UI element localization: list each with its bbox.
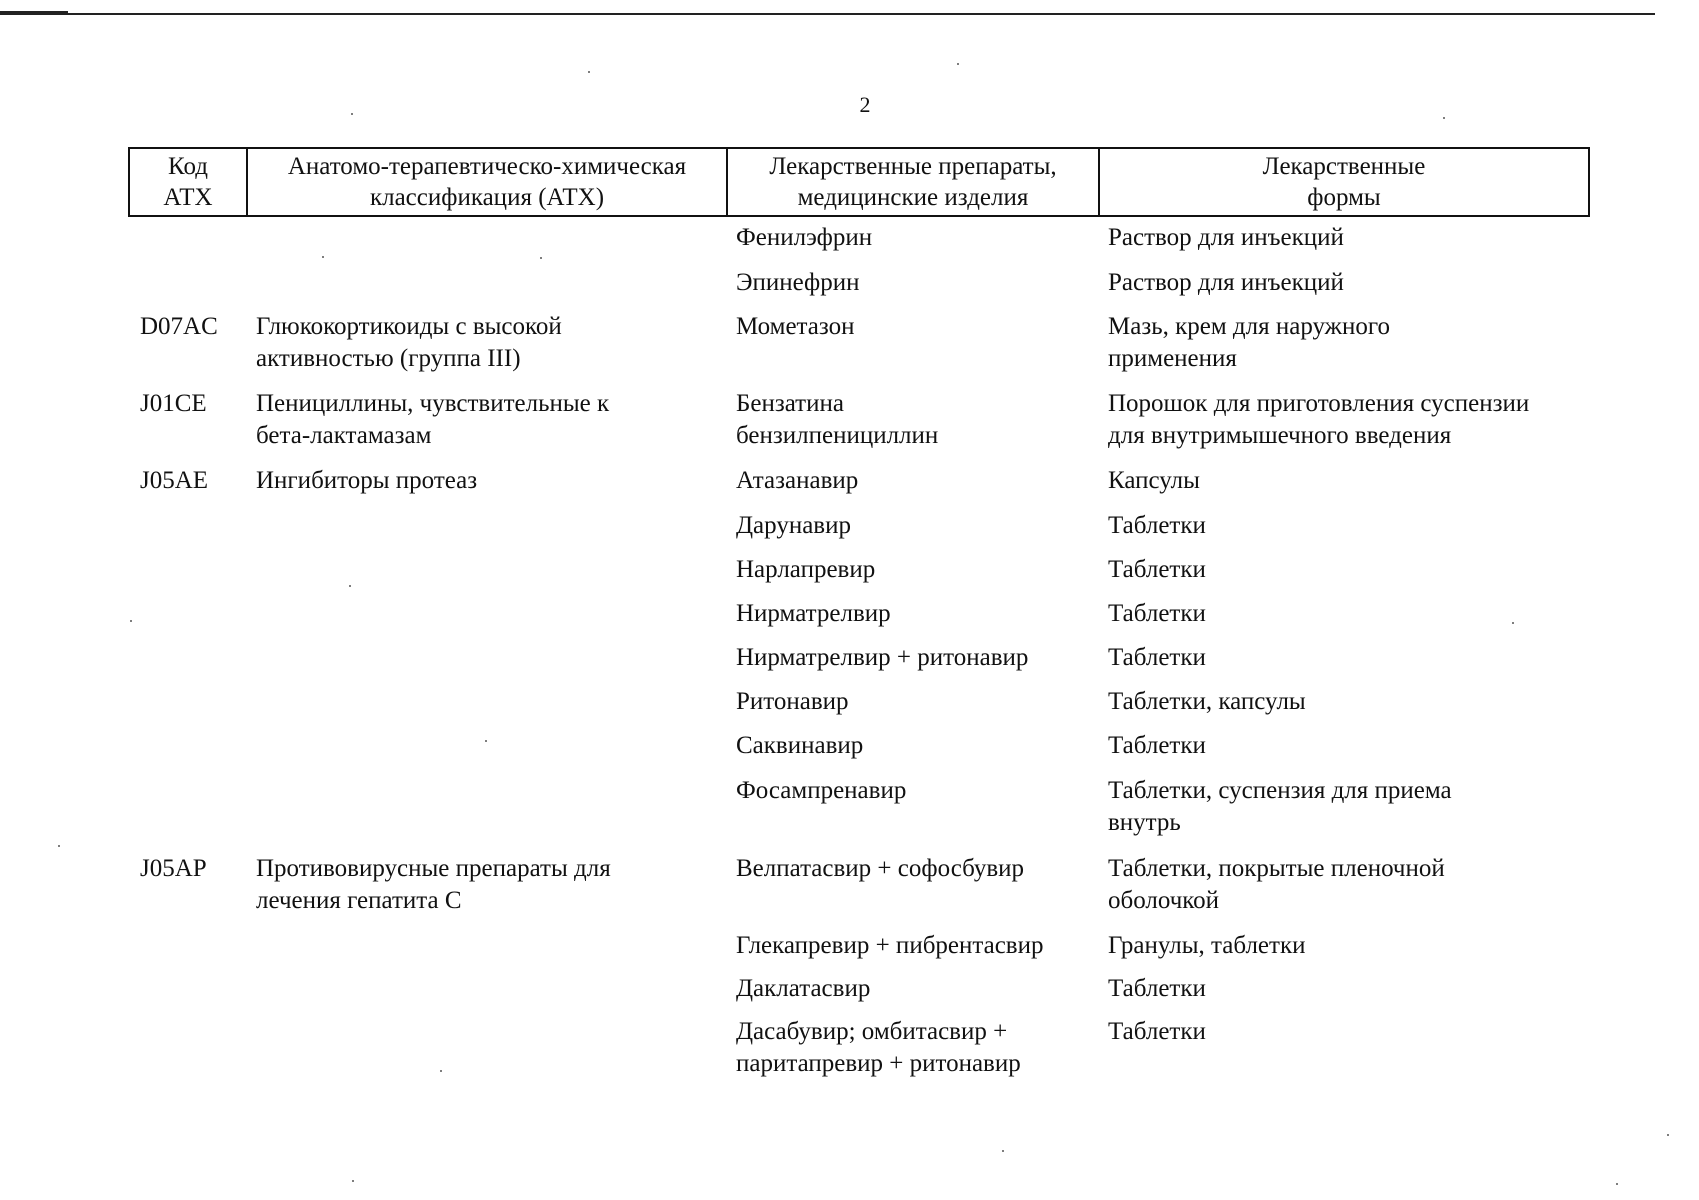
cell-form: Таблетки: [1108, 512, 1206, 539]
cell-form: Таблетки: [1108, 1018, 1206, 1045]
scan-speck: [349, 585, 351, 587]
cell-form: Мазь, крем для наружного применения: [1108, 313, 1390, 372]
cell-drug: Фенилэфрин: [736, 224, 873, 251]
cell-code: J05AP: [140, 855, 207, 882]
header-code: Код АТХ: [130, 149, 248, 215]
scan-speck: [1667, 1134, 1669, 1136]
cell-drug: Велпатасвир + софосбувир: [736, 855, 1025, 882]
cell-form: Таблетки, покрытые пленочной оболочкой: [1108, 855, 1445, 914]
cell-drug: Мометазон: [736, 313, 855, 340]
cell-form: Таблетки: [1108, 556, 1206, 583]
cell-form: Таблетки: [1108, 600, 1206, 627]
scan-speck: [130, 620, 132, 622]
cell-code: D07AC: [140, 313, 218, 340]
cell-code: J01CE: [140, 390, 207, 417]
cell-form: Раствор для инъекций: [1108, 269, 1344, 296]
scan-speck: [1443, 117, 1445, 119]
scan-speck: [351, 113, 353, 115]
cell-classification: Глюкокортикоиды с высокой активностью (группа III): [256, 313, 562, 372]
cell-drug: Эпинефрин: [736, 269, 860, 296]
scan-speck: [588, 71, 590, 73]
scan-speck: [1512, 622, 1514, 624]
page-number: 2: [859, 92, 871, 117]
cell-drug: Ритонавир: [736, 688, 849, 715]
cell-form: Таблетки: [1108, 732, 1206, 759]
cell-drug: Саквинавир: [736, 732, 864, 759]
header-drugs: Лекарственные препараты, медицинские изделия: [728, 149, 1100, 215]
cell-code: J05AE: [140, 467, 209, 494]
cell-form: Таблетки: [1108, 644, 1206, 671]
scan-speck: [957, 63, 959, 65]
header-forms: Лекарственные формы: [1262, 153, 1426, 211]
cell-form: Капсулы: [1108, 467, 1200, 494]
cell-drug: Нарлапревир: [736, 556, 876, 583]
cell-classification: Ингибиторы протеаз: [256, 467, 478, 494]
cell-form: Таблетки, капсулы: [1108, 688, 1306, 715]
cell-drug: Глекапревир + пибрентасвир: [736, 932, 1044, 959]
scan-speck: [352, 1180, 354, 1182]
scan-speck: [322, 256, 324, 258]
cell-drug: Фосампренавир: [736, 777, 907, 804]
cell-form: Раствор для инъекций: [1108, 224, 1344, 251]
cell-drug: Атазанавир: [736, 467, 859, 494]
cell-drug: Нирматрелвир + ритонавир: [736, 644, 1029, 671]
cell-form: Таблетки, суспензия для приема внутрь: [1108, 777, 1452, 836]
cell-drug: Нирматрелвир: [736, 600, 891, 627]
cell-classification: Пенициллины, чувствительные к бета-лактамазам: [256, 390, 610, 449]
cell-form: Таблетки: [1108, 975, 1206, 1002]
scan-speck: [1616, 1183, 1618, 1185]
cell-drug: Дасабувир; омбитасвир + паритапревир + ритонавир: [736, 1018, 1021, 1077]
cell-drug: Даклатасвир: [736, 975, 871, 1002]
header-classification: Анатомо-терапевтическо-химическая классификация (АТХ): [248, 149, 728, 215]
scan-speck: [485, 740, 487, 742]
cell-classification: Противовирусные препараты для лечения гепатита С: [256, 855, 611, 914]
scan-speck: [58, 845, 60, 847]
scan-speck: [540, 257, 542, 259]
cell-drug: Дарунавир: [736, 512, 851, 539]
scan-speck: [1002, 1150, 1004, 1152]
cell-form: Порошок для приготовления суспензии для внутримышечного введения: [1108, 390, 1530, 449]
scan-speck: [440, 1070, 442, 1072]
cell-drug: Бензатина бензилпенициллин: [736, 390, 939, 449]
cell-form: Гранулы, таблетки: [1108, 932, 1306, 959]
